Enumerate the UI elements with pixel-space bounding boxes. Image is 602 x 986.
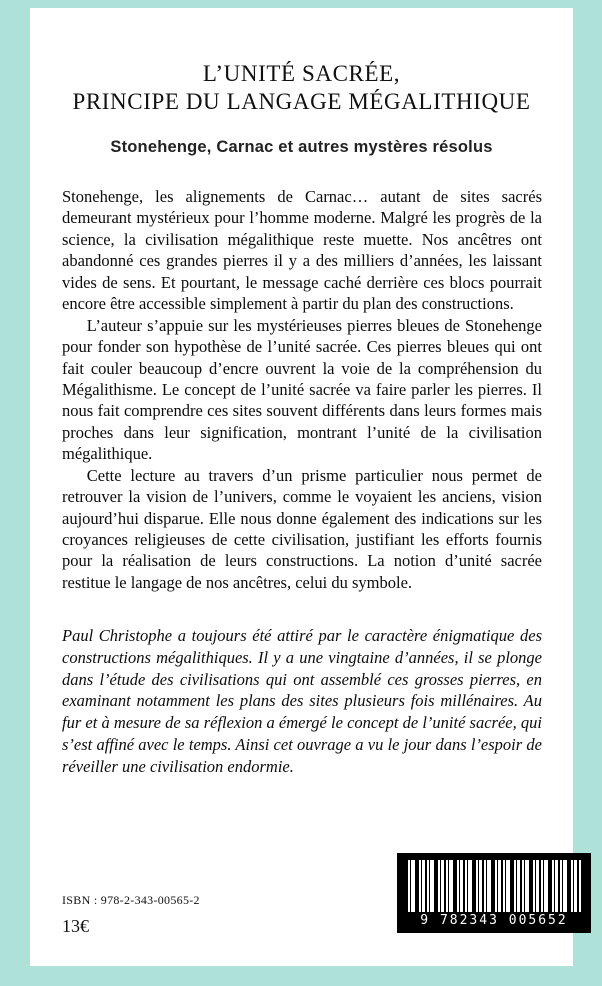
barcode-number: 9 782343 005652	[420, 913, 568, 928]
subtitle: Stonehenge, Carnac et autres mystères résolus	[110, 138, 493, 157]
title-line-1: L’UNITÉ SACRÉE,	[202, 61, 401, 86]
barcode-bars	[406, 860, 582, 912]
isbn-label: ISBN : 978-2-343-00565-2	[62, 893, 200, 907]
synopsis-paragraph-2: L’auteur s’appuie sur les mystérieuses pierres bleues de Stonehenge pour fonder son hypothèse de l’unité sacrée. Ces pierres bleues qui ont fait couler beaucoup d’encre ouvrent la voie de la compréhension du Mégalithisme. Le concept de l’unité sacrée va faire parler les pierres. Il nous fait comprendre ces sites souvent différents dans leurs formes mais proches dans leur signification, montrant l’unité de la civilisation mégalithique.	[62, 315, 542, 464]
synopsis-paragraph-1: Stonehenge, les alignements de Carnac… autant de sites sacrés demeurant mystérieux pour l’homme moderne. Malgré les progrès de la science, la civilisation mégalithique reste muette. Nos ancêtres ont abandonné ces grandes pierres il y a des milliers d’années, les laissant vides de sens. Et pourtant, le message caché derrière ces blocs pourrait encore être accessible simplement à partir du plan des constructions.	[62, 187, 542, 314]
page-title	[30, 60, 573, 116]
barcode	[397, 853, 591, 933]
author-bio: Paul Christophe a toujours été attiré par le caractère énigmatique des constructions mégalithiques. Il y a une vingtaine d’années, il se plonge dans l’étude des civilisations qui ont assemblé ces grosses pierres, en examinant notamment les plans des sites plusieurs fois millénaires. Au fur et à mesure de sa réflexion a émergé le concept de l’unité sacrée, qui s’est affiné avec le temps. Ainsi cet ouvrage a vu le jour dans l’espoir de réveiller une civilisation endormie.	[62, 626, 542, 776]
synopsis	[62, 186, 542, 593]
title-line-2: PRINCIPE DU LANGAGE MÉGALITHIQUE	[72, 89, 531, 115]
price-label: 13€	[62, 916, 89, 936]
synopsis-paragraph-3: Cette lecture au travers d’un prisme particulier nous permet de retrouver la vision de l’univers, comme le voyaient les anciens, vision aujourd’hui disparue. Elle nous donne également des indications sur les croyances religieuses de cette civilisation, justifiant les efforts fournis pour la réalisation de leurs constructions. La notion d’unité sacrée restitue le langage de nos ancêtres, celui du symbole.	[62, 465, 542, 592]
back-cover-page	[30, 8, 573, 966]
